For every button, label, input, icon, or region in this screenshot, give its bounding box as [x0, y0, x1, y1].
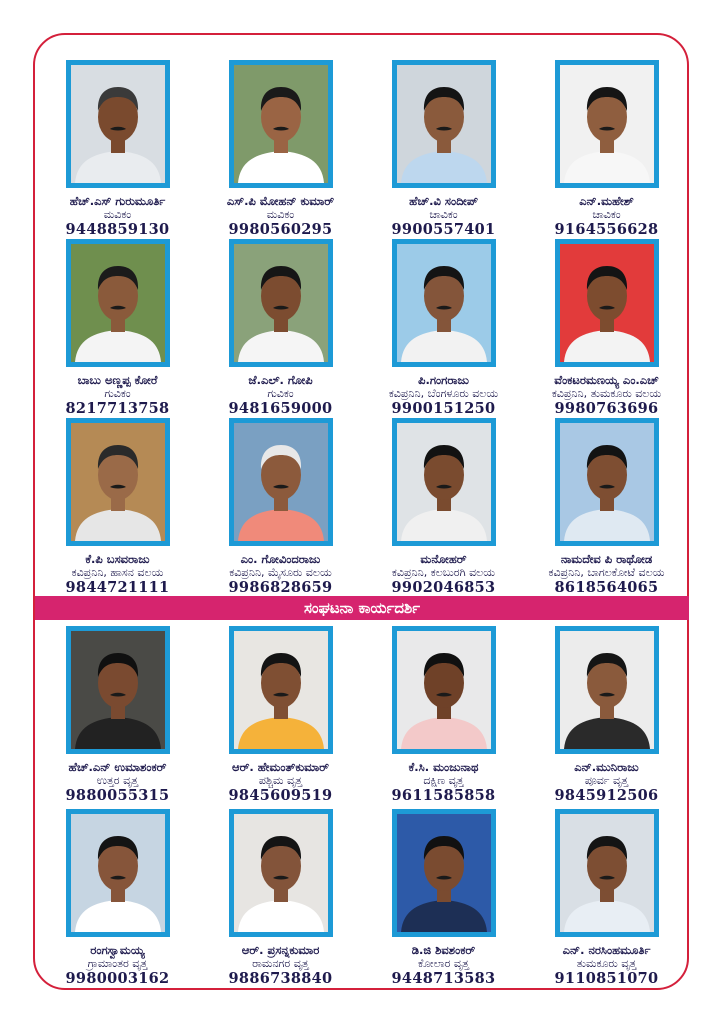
member-phone: 9448859130: [65, 221, 170, 238]
member-card: [362, 239, 525, 418]
member-designation: ಕವಿಪ್ರನಿನಿ, ಮೈಸೂರು ವಲಯ: [229, 566, 332, 579]
member-name: ವೆಂಕಟರಮಣಯ್ಯ ಎಂ.ಎಚ್: [554, 373, 659, 387]
member-phone: 9845609519: [228, 787, 333, 804]
member-phone: 9980003162: [65, 970, 170, 987]
member-designation: ಚಾವಿಕಂ: [429, 208, 458, 221]
member-photo: [66, 60, 170, 188]
member-card: [36, 239, 199, 418]
member-photo: [555, 418, 659, 546]
member-designation: ಕವಿಪ್ರನಿನಿ, ತುಮಕೂರು ವಲಯ: [551, 387, 662, 400]
member-phone: 9880055315: [65, 787, 170, 804]
member-photo: [229, 809, 333, 937]
member-card: [362, 626, 525, 809]
member-name: ರಂಗಸ್ವಾಮಯ್ಯ: [90, 943, 145, 957]
member-photo: [392, 60, 496, 188]
member-photo: [66, 239, 170, 367]
member-phone: 9886738840: [228, 970, 333, 987]
officials-grid: [36, 60, 688, 597]
member-phone: 9110851070: [554, 970, 659, 987]
member-photo: [229, 60, 333, 188]
member-card: [199, 60, 362, 239]
member-name: ಕೆ.ಪಿ ಬಸವರಾಜು: [85, 552, 150, 566]
member-phone: 9980763696: [554, 400, 659, 417]
member-card: [525, 626, 688, 809]
member-name: ಎಸ್.ಪಿ ಮೋಹನ್ ಕುಮಾರ್: [226, 194, 335, 208]
member-name: ನಾಮದೇವ ಪಿ ರಾಥೋಡ: [560, 552, 653, 566]
member-photo: [66, 626, 170, 754]
member-designation: ಗ್ರಾಮಾಂತರ ವೃತ್ತ: [87, 957, 148, 970]
member-card: [199, 626, 362, 809]
member-photo: [555, 239, 659, 367]
member-photo: [229, 239, 333, 367]
member-name: ಹೆಚ್.ಎಸ್ ಗುರುಮೂರ್ತಿ: [69, 194, 166, 208]
member-name: ಎಂ. ಗೋವಿಂದರಾಜು: [240, 552, 321, 566]
member-phone: 9844721111: [65, 579, 170, 596]
member-name: ಎನ್. ನರಸಿಂಹಮೂರ್ತಿ: [562, 943, 651, 957]
member-name: ಜೆ.ಎಲ್. ಗೋಪಿ: [248, 373, 313, 387]
member-photo: [66, 418, 170, 546]
member-phone: 9164556628: [554, 221, 659, 238]
member-name: ಆರ್. ಹೇಮಂತ್‌ಕುಮಾರ್: [231, 760, 329, 774]
member-phone: 9448713583: [391, 970, 496, 987]
member-name: ಕೆ.ಸಿ. ಮಂಜುನಾಥ: [408, 760, 479, 774]
member-photo: [555, 60, 659, 188]
member-photo: [555, 809, 659, 937]
member-card: [36, 626, 199, 809]
member-card: [362, 60, 525, 239]
member-designation: ಚಾವಿಕಂ: [592, 208, 621, 221]
member-name: ಎನ್.ಮಹೇಶ್: [579, 194, 634, 208]
member-card: [199, 239, 362, 418]
banner-title: ಸಂಘಟನಾ ಕಾರ್ಯದರ್ಶಿ: [303, 599, 421, 617]
member-phone: 9481659000: [228, 400, 333, 417]
member-phone: 9980560295: [228, 221, 333, 238]
member-designation: ದಕ್ಷಿಣ ವೃತ್ತ: [423, 774, 464, 787]
member-photo: [392, 239, 496, 367]
member-card: [36, 809, 199, 992]
member-designation: ಪೂರ್ವ ವೃತ್ತ: [584, 774, 629, 787]
member-name: ಮನೋಹರ್: [420, 552, 467, 566]
member-card: [525, 809, 688, 992]
member-name: ಹೆಚ್.ಎನ್ ಉಮಾಶಂಕರ್: [68, 760, 167, 774]
member-photo: [66, 809, 170, 937]
member-designation: ಕವಿಪ್ರನಿನಿ, ಬೆಂಗಳೂರು ವಲಯ: [388, 387, 499, 400]
member-designation: ರಾಮನಗರ ವೃತ್ತ: [252, 957, 309, 970]
secretaries-grid: [36, 626, 688, 992]
member-designation: ಮವಿಕಂ: [103, 208, 132, 221]
member-photo: [392, 809, 496, 937]
member-name: ಬಾಬು ಅಣ್ಣಪ್ಪ ಕೋರೆ: [77, 373, 158, 387]
member-phone: 9900151250: [391, 400, 496, 417]
member-designation: ಮವಿಕಂ: [266, 208, 295, 221]
member-designation: ಕವಿಪ್ರನಿನಿ, ಬಾಗಲಕೋಟೆ ವಲಯ: [548, 566, 665, 579]
member-designation: ಕವಿಪ್ರನಿನಿ, ಹಾಸನ ವಲಯ: [71, 566, 164, 579]
member-designation: ಪಶ್ಚಿಮ ವೃತ್ತ: [258, 774, 303, 787]
member-phone: 9611585858: [391, 787, 496, 804]
member-card: [525, 60, 688, 239]
member-designation: ಕೋಲಾರ ವೃತ್ತ: [417, 957, 470, 970]
member-designation: ಉತ್ತರ ವೃತ್ತ: [96, 774, 139, 787]
member-designation: ಕವಿಪ್ರನಿನಿ, ಕಲಬುರಗಿ ವಲಯ: [391, 566, 496, 579]
member-card: [525, 239, 688, 418]
member-name: ಎನ್.ಮುನಿರಾಜು: [574, 760, 639, 774]
member-phone: 9986828659: [228, 579, 333, 596]
member-photo: [229, 418, 333, 546]
member-phone: 9902046853: [391, 579, 496, 596]
member-photo: [392, 418, 496, 546]
member-phone: 8618564065: [554, 579, 659, 596]
member-card: [199, 418, 362, 597]
member-photo: [392, 626, 496, 754]
member-card: [36, 60, 199, 239]
member-card: [362, 809, 525, 992]
member-card: [36, 418, 199, 597]
member-photo: [555, 626, 659, 754]
member-name: ಡಿ.ಜಿ ಶಿವಶಂಕರ್: [411, 943, 476, 957]
member-designation: ಗುವಿಕಂ: [104, 387, 131, 400]
member-designation: ತುಮಕೂರು ವೃತ್ತ: [576, 957, 637, 970]
member-card: [362, 418, 525, 597]
member-phone: 9900557401: [391, 221, 496, 238]
member-name: ಆರ್. ಪ್ರಸನ್ನಕುಮಾರ: [241, 943, 320, 957]
member-card: [199, 809, 362, 992]
member-card: [525, 418, 688, 597]
member-photo: [229, 626, 333, 754]
member-phone: 9845912506: [554, 787, 659, 804]
section-banner: [35, 596, 689, 620]
member-phone: 8217713758: [65, 400, 170, 417]
member-designation: ಗುವಿಕಂ: [267, 387, 294, 400]
member-name: ಹೆಚ್.ವಿ ಸಂದೀಪ್: [409, 194, 478, 208]
member-name: ಪಿ.ಗಂಗರಾಜು: [418, 373, 469, 387]
